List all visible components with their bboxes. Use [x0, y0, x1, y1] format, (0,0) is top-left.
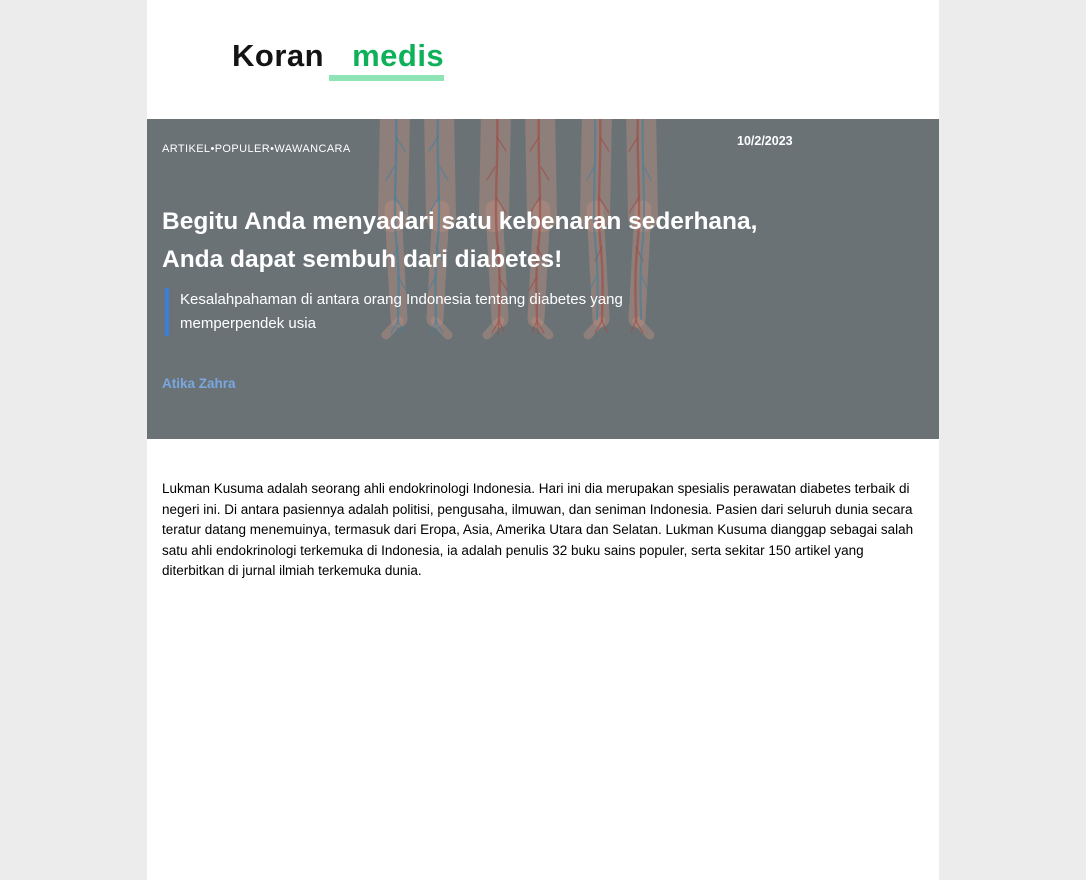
site-logo[interactable]	[232, 38, 444, 74]
article-subtitle: Kesalahpahaman di antara orang Indonesia tentang diabetes yang memperpendek usia	[165, 288, 660, 336]
article-paragraph: Lukman Kusuma adalah seorang ahli endokrinologi Indonesia. Hari ini dia merupakan spesialis perawatan diabetes terbaik di negeri ini. Di antara pasiennya adalah politisi, pengusaha, ilmuwan, dan seniman Indonesia. Pasien dari seluruh dunia secara teratur datang menemuinya, termasuk dari Eropa, Asia, Amerika Utara dan Selatan. Lukman Kusuma dianggap sebagai salah satu ahli endokrinologi terkemuka di Indonesia, ia adalah penulis 32 buku sains populer, serta sekitar 150 artikel yang diterbitkan di jurnal ilmiah terkemuka dunia.	[162, 481, 914, 579]
article-body	[162, 479, 924, 582]
logo-text-koran: Koran	[232, 38, 325, 73]
site-header	[147, 0, 939, 119]
author-link[interactable]: Atika Zahra	[162, 376, 236, 391]
category-breadcrumb[interactable]: ARTIKEL•POPULER•WAWANCARA	[162, 143, 351, 155]
publish-date: 10/2/2023	[737, 134, 793, 148]
article-title: Begitu Anda menyadari satu kebenaran sederhana, Anda dapat sembuh dari diabetes!	[162, 208, 758, 273]
logo-underline-decoration	[329, 75, 444, 81]
logo-text-medis: medis	[352, 38, 445, 73]
article-card	[147, 0, 939, 880]
hero-banner	[147, 119, 939, 439]
